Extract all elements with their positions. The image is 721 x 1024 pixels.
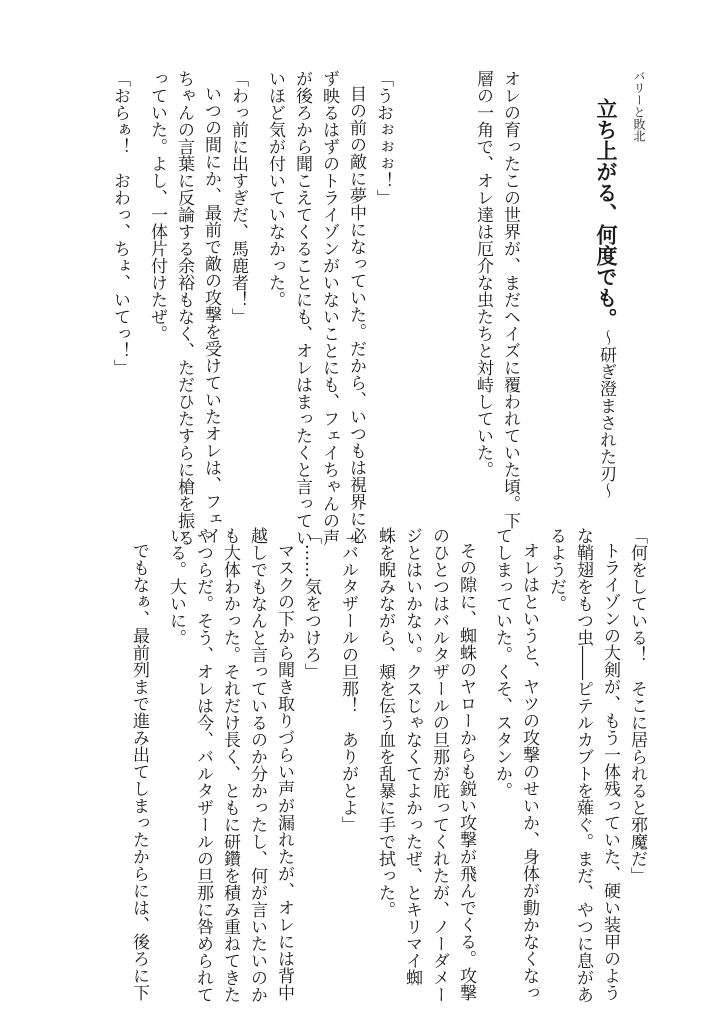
bottom-text-line: のひとつはバルタザールの旦那が庇ってくれたが、ノーダメー [429,527,449,1003]
bottom-text-line: でもなぁ、最前列まで進み出てしまったからには、後ろに下 [129,542,149,1001]
bottom-text-line: その隙に、蜘蛛のヤローからも鋭い攻撃が飛んでくる。攻撃 [456,542,476,1001]
bottom-text-line: 「何をしている！ そこに居られると邪魔だ」 [627,527,647,884]
top-text-line: 層の一角で、オレ達は厄介な虫たちと対峙していた。 [473,70,493,478]
bottom-text-line: オレはというと、ヤツの攻撃のせいか、身体が動かなくなっ [519,542,539,1001]
bottom-text-line: も大体わかった。それだけ長く、ともに研鑽を積み重ねてきた [220,527,240,1003]
top-text-line: が後ろから聞こえてくることにも、オレはまったくと言ってい [292,70,312,546]
bottom-text-line: トライゾンの大剣が、もう一体残っていた、硬い装甲のよう [600,542,620,1001]
chapter-title [596,98,617,499]
top-text-line: 「わっ前に出すぎだ、馬鹿者！」 [228,70,248,325]
top-text-line: 「おらぁ！ おわっ、ちょ、いてっ！」 [110,70,130,376]
bottom-text-line: 「バルタザールの旦那！ ありがとよ」 [338,527,358,833]
top-text-line: 「うおぉぉぉ！」 [373,70,393,206]
top-text-line: ちゃんの言葉に反論する余裕もなく、ただひたすらに槍を振る [174,70,194,546]
bottom-text-line: やつらだ。そう、オレは今、バルタザールの旦那に咎められて [193,527,213,1003]
bottom-text-line: 蛛を睨みながら、頬を伝う血を乱暴に手で拭った。 [375,527,395,918]
top-text-line: ず映るはずのトライゾンがいないことにも、フェイちゃんの声 [319,70,339,546]
top-text-line: っていた。よし、一体片付けたぜ。 [147,70,167,342]
top-text-line: いほど気が付いていなかった。 [265,70,285,308]
bottom-text-line: 「……気をつけろ」 [301,527,321,680]
title-main: 立ち上がる、何度でも。 [594,98,619,329]
bottom-text-line: てしまっていた。くそ、スタンか。 [492,527,512,799]
bottom-text-line: マスクの下から聞き取りづらい声が漏れたが、オレには背中 [274,542,294,1001]
bottom-text-line: 越しでもなんと言っているのか分かったし、何が言いたいのか [247,527,267,1003]
top-text-line: いつの間にか、最前で敵の攻撃を受けていたオレは、フェイ [201,85,221,544]
bottom-text-line: るようだ。 [546,527,566,612]
bottom-text-line: な鞘翅をもつ虫――ピテルカブトを薙ぐ。まだ、やつに息があ [573,527,593,1003]
top-text-line: オレの育ったこの世界が、まだヘイズに覆われていた頃。下 [500,70,520,529]
section-tag: バリーと敗北 [632,70,646,142]
title-subtitle: 〜研ぎ澄まされた刃〜 [596,329,616,499]
bottom-text-line: ジとはいかない。クスじゃなくてよかったぜ、とキリマイ蜘 [402,527,422,986]
top-text-line: 目の前の敵に夢中になっていた。だから、いつもは視界に必 [346,85,366,544]
bottom-text-line: いる。大いに。 [166,527,186,646]
